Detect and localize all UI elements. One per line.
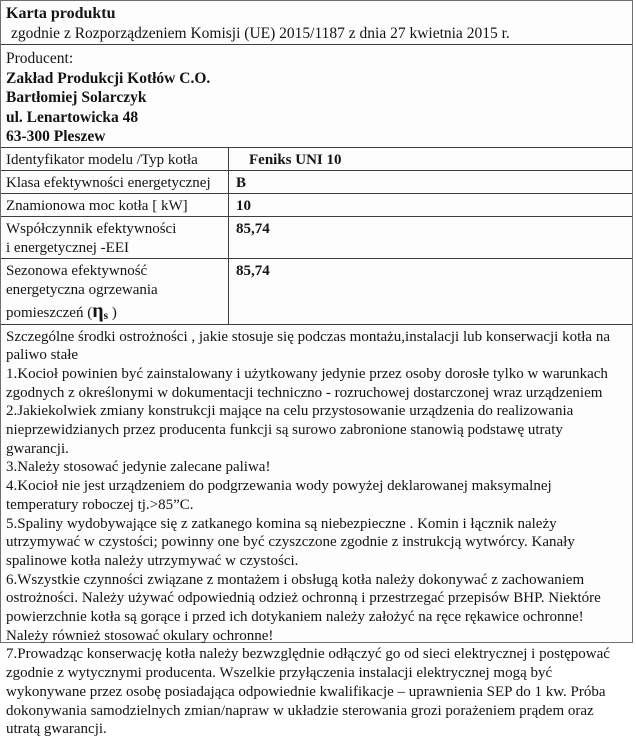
eta-symbol: η [92,299,104,322]
precaution-item-4: 4.Kocioł nie jest urządzeniem do podgrzewania wody powyżej deklarowanej maksymalnej temperatury roboczej tj.>85”C. [6,478,552,513]
row-value-energy-class: B [228,171,632,193]
precaution-item-1: 1.Kocioł powinien być zainstalowany i użytkowany jedynie przez osoby dorosłe tylko w warunkach zgodnych z określonymi w dokumentacji techniczno - rozruchowej dostarczonej wraz urządzeniem [6,365,608,401]
row-label-rated-power: Znamionowa moc kotła [ kW] [6,197,188,214]
row-value-rated-power: 10 [228,194,632,216]
table-row-model [1,147,632,170]
producer-street: ul. Lenartowicka 48 [6,108,139,126]
precaution-item-5: 5.Spaliny wydobywające się z zatkanego komina są niebezpieczne . Komin i łącznik należy utrzymywać w czystości; powinny one być czyszczone zgodnie z instrukcją wytwórcy. Kanały spalinowe kotła należy utrzymywać w czystości. [6,515,575,569]
page-title: Karta produktu [6,5,116,22]
eta-symbol-line: pomieszczeń (ηs ) [6,299,117,322]
row-label-eei: Współczynnik efektywności i energetycznej -EEI [6,220,177,256]
row-value-model: Feniks UNI 10 [228,148,632,170]
precaution-item-2: 2.Jakiekolwiek zmiany konstrukcji mające na celu przystosowanie urządzenia do realizowania nieprzewidzianych przez producenta funkcji są surowo zabronione stanowią podstawę utraty gwarancji. [6,403,574,457]
row-label-seasonal-efficiency: Sezonowa efektywność energetyczna ogrzewania pomieszczeń (ηs ) [1,259,228,324]
regulation-subtitle: zgodnie z Rozporządzeniem Komisji (UE) 2015/1187 z dnia 27 kwietnia 2015 r. [11,25,510,42]
producer-section [1,44,632,147]
row-label-model: Identyfikator modelu /Typ kotła [6,151,198,168]
producer-company: Zakład Produkcji Kotłów C.O. [6,69,211,87]
producer-owner: Bartłomiej Solarczyk [6,89,147,106]
table-row-rated-power [1,193,632,216]
precaution-item-7: 7.Prowadząc konserwację kotła należy bezwzględnie odłączyć go od sieci elektrycznej i postępować zgodnie z wytycznymi producenta. Wszelkie przyłączenia instalacji elektrycznej mogą być wykonywane przez osobę posiadająca odpowiednie kwalifikacje – uprawnienia SEP do 1 kw. Próba dokonywania samodzielnych zmian/napraw w układzie sterowania grozi porażeniem prądem oraz utratą gwarancji. [6,646,610,738]
table-row-seasonal-efficiency [1,258,632,324]
precaution-item-6: 6.Wszystkie czynności związane z montażem i obsługą kotła należy dokonywać z zachowaniem ostrożności. Należy używać odpowiednią odzież ochronną i przestrzegać przepisów BHP. Niektóre powierzchnie kotła są gorące i przed ich dotykaniem należy założyć na ręce rękawice ochronne! Należy również stosować okulary ochronne! [6,571,601,644]
precautions-heading: Szczególne środki ostrożności , jakie stosuje się podczas montażu,instalacji lub konserwacji kotła na paliwo stałe [6,328,610,364]
producer-city: 63-300 Pleszew [6,128,106,145]
document-header [1,1,632,44]
precaution-item-3: 3.Należy stosować jedynie zalecane paliwa! [6,459,271,476]
precautions-section [1,324,632,739]
row-label-energy-class: Klasa efektywności energetycznej [6,174,211,191]
producer-label: Producent: [6,50,74,67]
row-value-seasonal-efficiency: 85,74 [228,259,632,324]
row-value-eei: 85,74 [228,217,632,258]
table-row-energy-class [1,170,632,193]
table-row-eei [1,216,632,258]
